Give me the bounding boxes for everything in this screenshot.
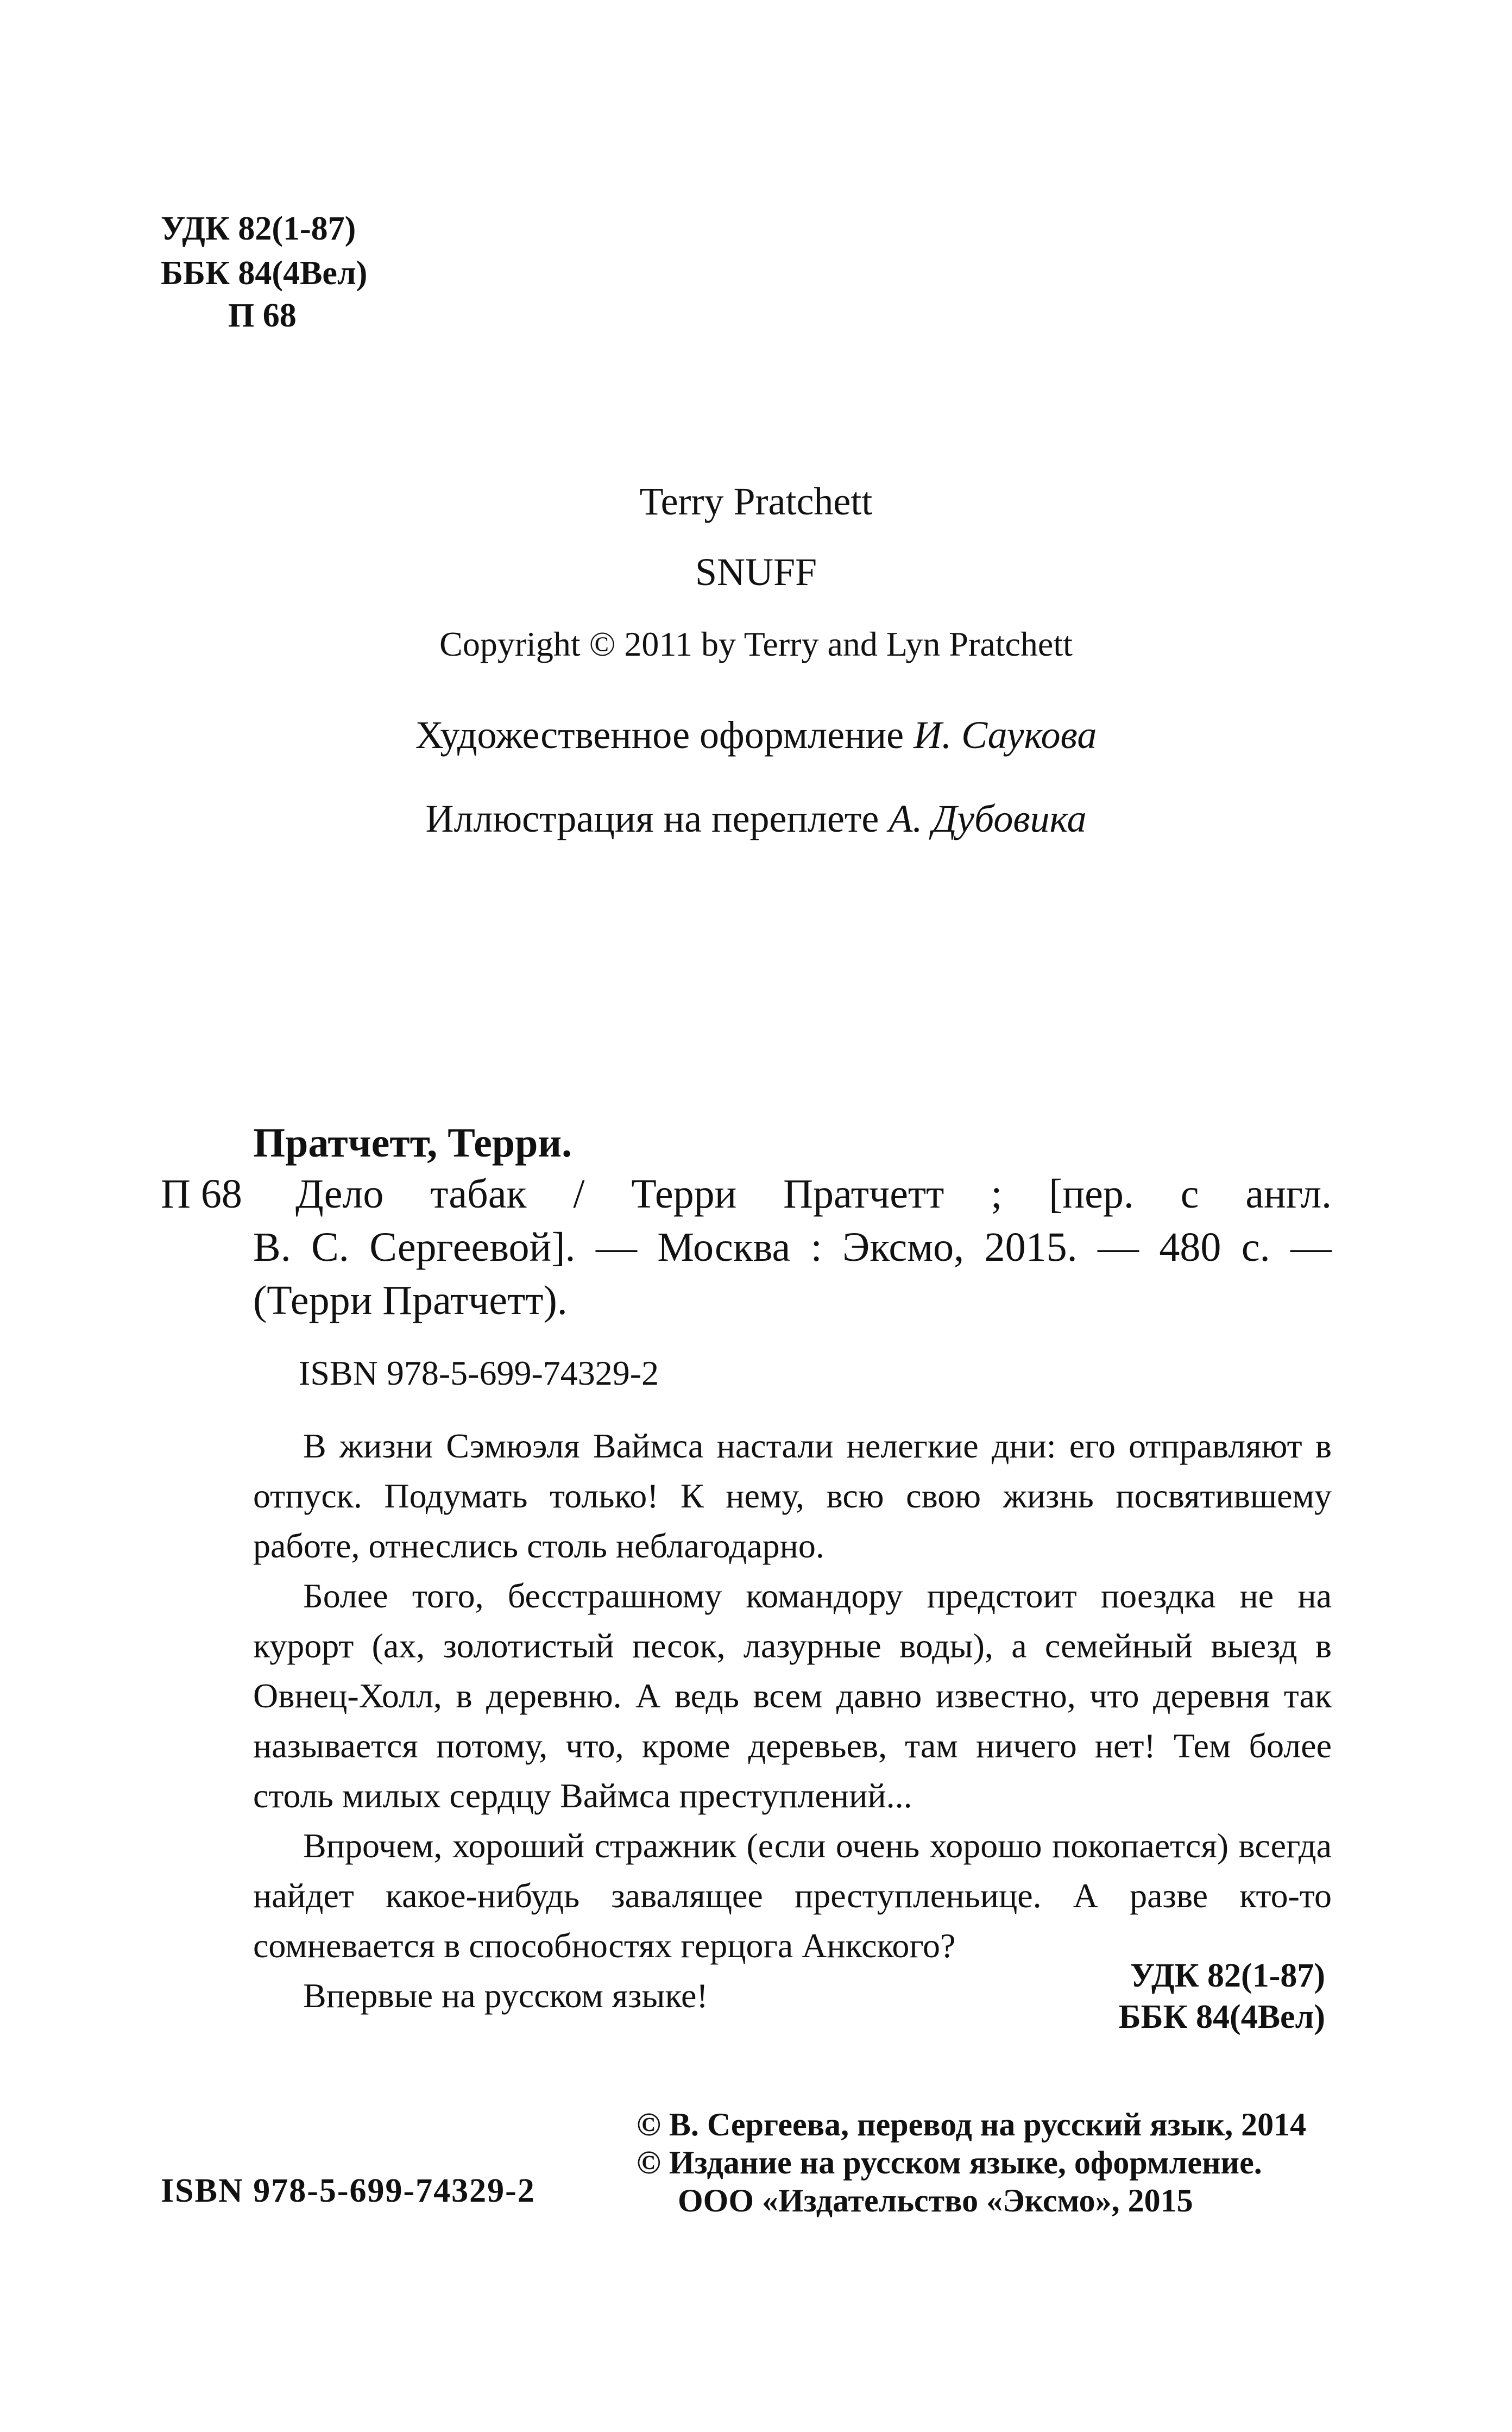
biblio-heading: Пратчетт, Терри. (253, 1120, 572, 1166)
original-author: Terry Pratchett (639, 480, 873, 523)
biblio-isbn: ISBN 978-5-699-74329-2 (299, 1354, 659, 1392)
biblio-line-3: (Терри Пратчетт). (253, 1278, 568, 1323)
art-design-label: Художественное оформление (415, 713, 904, 757)
art-design-name: И. Саукова (914, 713, 1097, 757)
udk-code-bottom: УДК 82(1-87) (1130, 1957, 1325, 1994)
annotation-paragraph-3: Впрочем, хороший стражник (если очень хорошо покопается) всегда найдет какое-нибудь завалящее преступленьице. А разве кто-то сомневается в способностях герцога Анкского? (253, 1826, 1332, 1965)
original-copyright: Copyright © 2011 by Terry and Lyn Pratchett (439, 625, 1073, 663)
copyright-edition-line-2: ООО «Издательство «Эксмо», 2015 (678, 2183, 1193, 2219)
cover-illustration-name: А. Дубовика (889, 797, 1087, 840)
copyright-translation: © В. Сергеева, перевод на русский язык, 2014 (637, 2107, 1307, 2142)
cover-illustration-label: Иллюстрация на переплете (425, 797, 879, 840)
copyright-edition-line-1: © Издание на русском языке, оформление. (637, 2145, 1262, 2180)
udk-code-top: УДК 82(1-87) (161, 210, 356, 247)
annotation-paragraph-4: Впервые на русском языке! (303, 1976, 708, 2015)
annotation-paragraph-1: В жизни Сэмюэля Ваймса настали нелегкие дни: его отправляют в отпуск. Подумать только! К нему, всю свою жизнь посвятившему работе, отнеслись столь неблагодарно. (253, 1426, 1332, 1565)
original-title: SNUFF (695, 550, 817, 594)
cover-illustration-credit (0, 795, 1512, 842)
annotation-paragraph-2: Более того, бесстрашному командору предстоит поездка не на курорт (ах, золотистый песок, лазурные воды), а семейный выезд в Овнец-Холл, в деревню. А ведь всем давно известно, что деревня так называется потому, что, кроме деревьев, там ничего нет! Тем более столь милых сердцу Ваймса преступлений... (253, 1576, 1332, 1815)
author-mark-top: П 68 (228, 297, 297, 334)
copyright-block (637, 2106, 1306, 2220)
isbn-bottom: ISBN 978-5-699-74329-2 (161, 2172, 536, 2209)
art-design-credit (0, 712, 1512, 758)
biblio-author-mark: П 68 (161, 1171, 242, 1217)
bbk-code-bottom: ББК 84(4Вел) (1118, 1999, 1325, 2035)
biblio-line-1: Дело табак / Терри Пратчетт ; [пер. с англ. (295, 1171, 1332, 1217)
biblio-line-2: В. С. Сергеевой]. — Москва : Эксмо, 2015. — 480 с. — (253, 1224, 1332, 1270)
bbk-code-top: ББК 84(4Вел) (161, 255, 368, 292)
annotation (253, 1421, 1332, 2021)
